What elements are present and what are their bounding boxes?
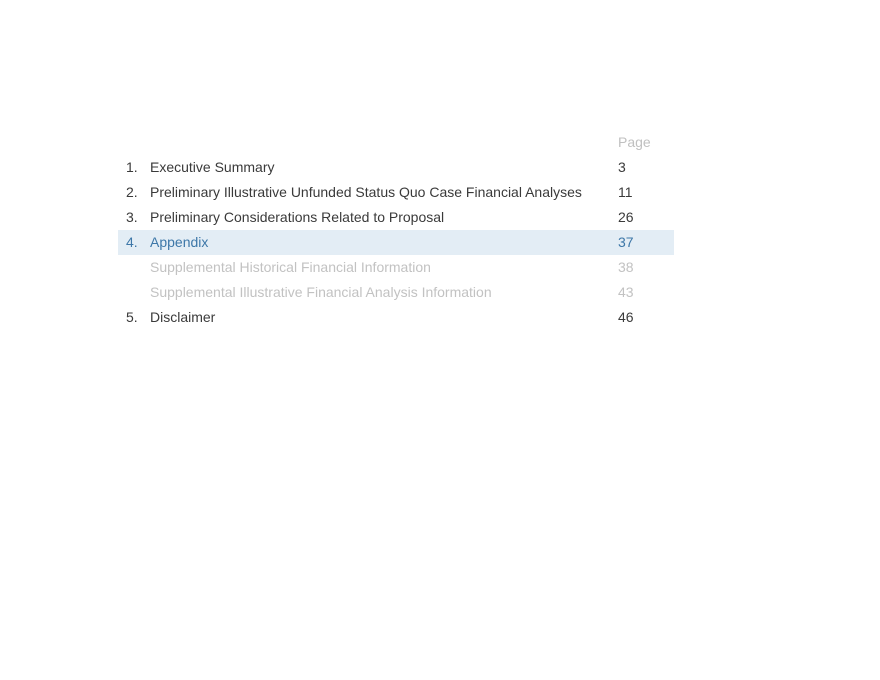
toc-subitem-financial-analysis-info[interactable] <box>118 280 674 305</box>
toc-item-executive-summary[interactable] <box>118 155 674 180</box>
table-of-contents <box>118 130 674 330</box>
toc-item-page: 37 <box>618 234 634 250</box>
toc-item-label: Supplemental Historical Financial Information <box>150 259 431 275</box>
toc-item-appendix[interactable] <box>118 230 674 255</box>
toc-item-label: Supplemental Illustrative Financial Analysis Information <box>150 284 492 300</box>
toc-item-page: 43 <box>618 284 634 300</box>
toc-item-label: Preliminary Considerations Related to Proposal <box>150 209 445 225</box>
toc-item-page: 46 <box>618 309 634 325</box>
toc-item-page: 11 <box>618 184 633 200</box>
page-column-heading: Page <box>618 134 651 150</box>
toc-item-number: 4. <box>126 234 138 250</box>
toc-item-page: 3 <box>618 159 626 175</box>
toc-item-number: 1. <box>126 159 138 175</box>
toc-item-label: Preliminary Illustrative Unfunded Status Quo Case Financial Analyses <box>150 184 582 200</box>
toc-item-number: 5. <box>126 309 138 325</box>
toc-item-label: Disclaimer <box>150 309 216 325</box>
toc-item-disclaimer[interactable] <box>118 305 674 330</box>
toc-item-status-quo-analyses[interactable] <box>118 180 674 205</box>
toc-item-proposal-considerations[interactable] <box>118 205 674 230</box>
toc-item-label: Executive Summary <box>150 159 275 175</box>
toc-item-page: 38 <box>618 259 634 275</box>
toc-header <box>118 130 674 155</box>
toc-item-label: Appendix <box>150 234 209 250</box>
toc-subitem-historical-financial-info[interactable] <box>118 255 674 280</box>
toc-item-number: 3. <box>126 209 138 225</box>
toc-item-page: 26 <box>618 209 634 225</box>
toc-item-number: 2. <box>126 184 138 200</box>
